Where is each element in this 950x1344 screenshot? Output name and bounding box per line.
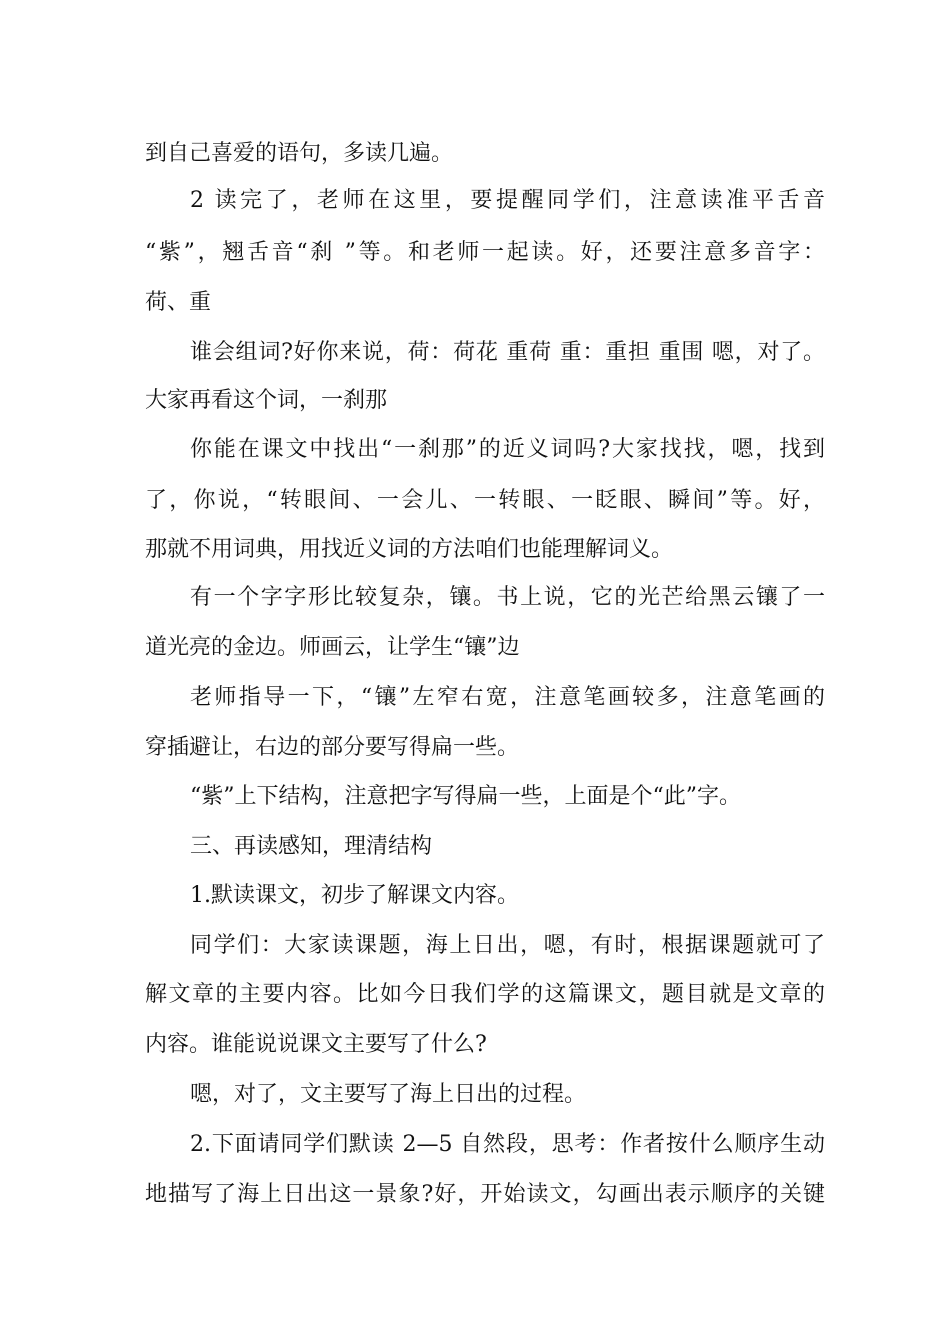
text-line: “紫”，翘舌音“刹 ”等。和老师一起读。好，还要注意多音字： bbox=[145, 240, 825, 265]
text-line: 2.下面请同学们默读 2—5 自然段，思考：作者按什么顺序生动 bbox=[190, 1132, 825, 1157]
text-line: 你能在课文中找出“一刹那”的近义词吗?大家找找，嗯，找到 bbox=[190, 437, 825, 462]
text-line: 有一个字字形比较复杂，镶。书上说，它的光芒给黑云镶了一 bbox=[190, 585, 825, 610]
text-line: 大家再看这个词，一刹那 bbox=[145, 388, 388, 413]
text-line: 同学们：大家读课题，海上日出，嗯，有时，根据课题就可了 bbox=[190, 933, 825, 958]
text-line: 荷、重 bbox=[145, 290, 212, 315]
text-line: 穿插避让，右边的部分要写得扁一些。 bbox=[145, 735, 520, 760]
text-line: 了，你说，“转眼间、一会儿、一转眼、一眨眼、瞬间”等。好， bbox=[145, 488, 825, 513]
text-line: 解文章的主要内容。比如今日我们学的这篇课文，题目就是文章的 bbox=[145, 982, 825, 1007]
text-line: 那就不用词典，用找近义词的方法咱们也能理解词义。 bbox=[145, 537, 674, 562]
text-line: 内容。谁能说说课文主要写了什么? bbox=[145, 1032, 487, 1057]
text-line: 2 读完了，老师在这里，要提醒同学们，注意读准平舌音 bbox=[190, 188, 825, 213]
text-line: 老师指导一下，“镶”左窄右宽，注意笔画较多，注意笔画的 bbox=[190, 685, 825, 710]
text-line: “紫”上下结构，注意把字写得扁一些，上面是个“此”字。 bbox=[190, 784, 741, 809]
text-line: 到自己喜爱的语句，多读几遍。 bbox=[145, 141, 454, 166]
text-line: 1.默读课文，初步了解课文内容。 bbox=[190, 883, 519, 908]
text-line: 嗯，对了，文主要写了海上日出的过程。 bbox=[190, 1082, 587, 1107]
text-line: 谁会组词?好你来说，荷：荷花 重荷 重：重担 重围 嗯，对了。 bbox=[190, 340, 825, 365]
text-line: 道光亮的金边。师画云，让学生“镶”边 bbox=[145, 635, 520, 660]
text-line: 地描写了海上日出这一景象?好，开始读文，勾画出表示顺序的关键 bbox=[145, 1182, 825, 1207]
section-heading: 三、再读感知，理清结构 bbox=[190, 834, 433, 859]
